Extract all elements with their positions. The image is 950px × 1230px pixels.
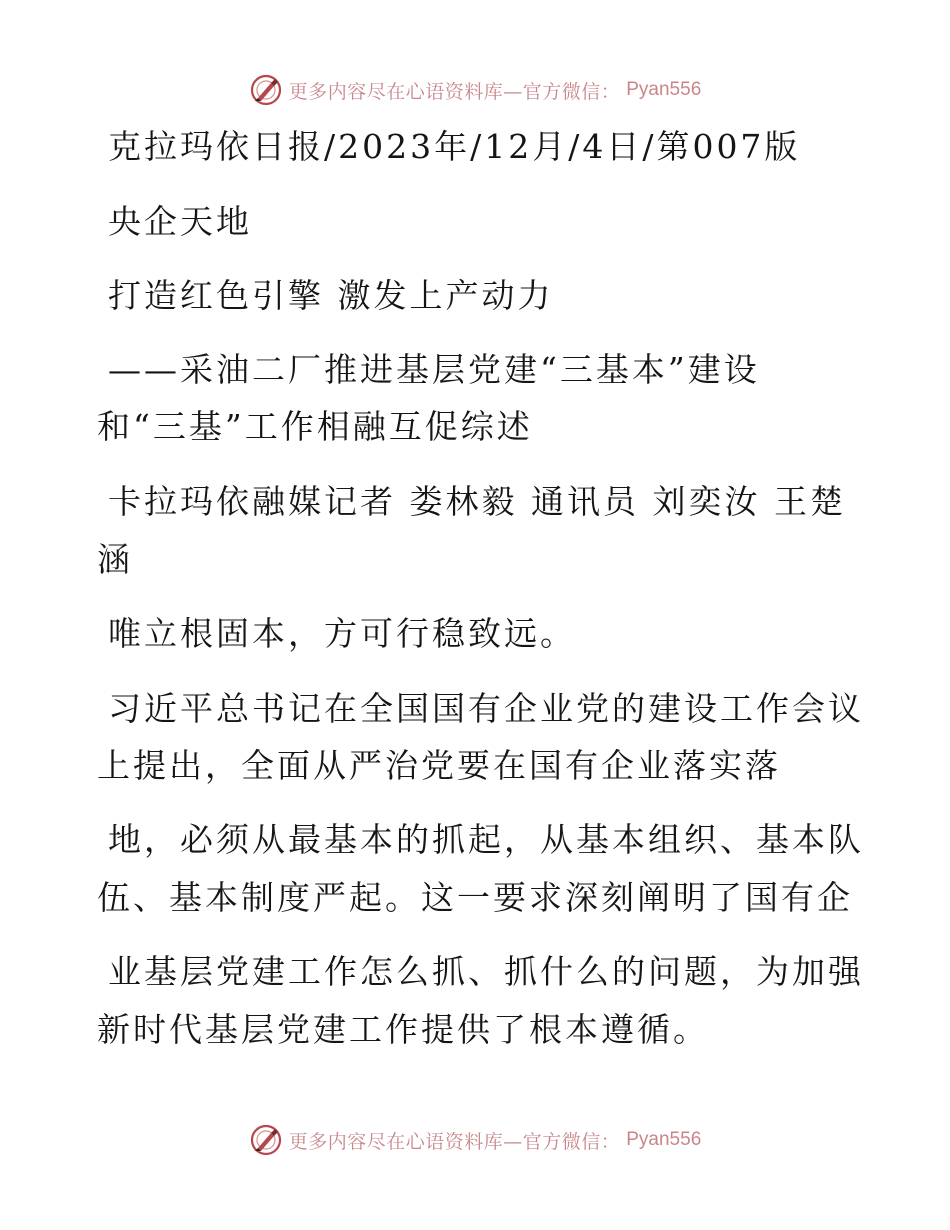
footer-watermark [0, 1120, 950, 1160]
paragraph-line: 唯立根固本，方可行稳致远。 [108, 614, 576, 653]
watermark-text: 更多内容尽在心语资料库—官方微信： [288, 80, 621, 103]
byline: 卡拉玛依融媒记者 娄林毅 通讯员 刘奕汝 王楚 [108, 482, 846, 521]
byline-cont: 涵 [97, 540, 133, 579]
paragraph-line: 伍、基本制度严起。这一要求深刻阐明了国有企 [97, 878, 853, 917]
watermark-wechat-id: Pyan556 [626, 79, 702, 100]
pen-logo-icon [249, 1123, 283, 1157]
article-subtitle-cont: 和“三基”工作相融互促综述 [97, 407, 533, 446]
pen-logo-icon [249, 73, 283, 107]
watermark-text: 更多内容尽在心语资料库—官方微信： [288, 1130, 621, 1153]
article-subtitle: ——采油二厂推进基层党建“三基本”建设 [108, 350, 760, 389]
paragraph-line: 上提出，全面从严治党要在国有企业落实落 [97, 746, 781, 785]
article-title: 打造红色引擎 激发上产动力 [108, 276, 554, 315]
header-watermark [0, 70, 950, 110]
watermark-wechat-id: Pyan556 [626, 1129, 702, 1150]
paragraph-line: 习近平总书记在全国国有企业党的建设工作会议 [108, 689, 864, 728]
paragraph-line: 地，必须从最基本的抓起，从基本组织、基本队 [108, 820, 864, 859]
paragraph-line: 新时代基层党建工作提供了根本遵循。 [97, 1010, 709, 1049]
paragraph-line: 业基层党建工作怎么抓、抓什么的问题，为加强 [108, 952, 864, 991]
source-line: 克拉玛依日报/2023年/12月/4日/第007版 [108, 127, 801, 166]
section-label: 央企天地 [108, 202, 252, 241]
